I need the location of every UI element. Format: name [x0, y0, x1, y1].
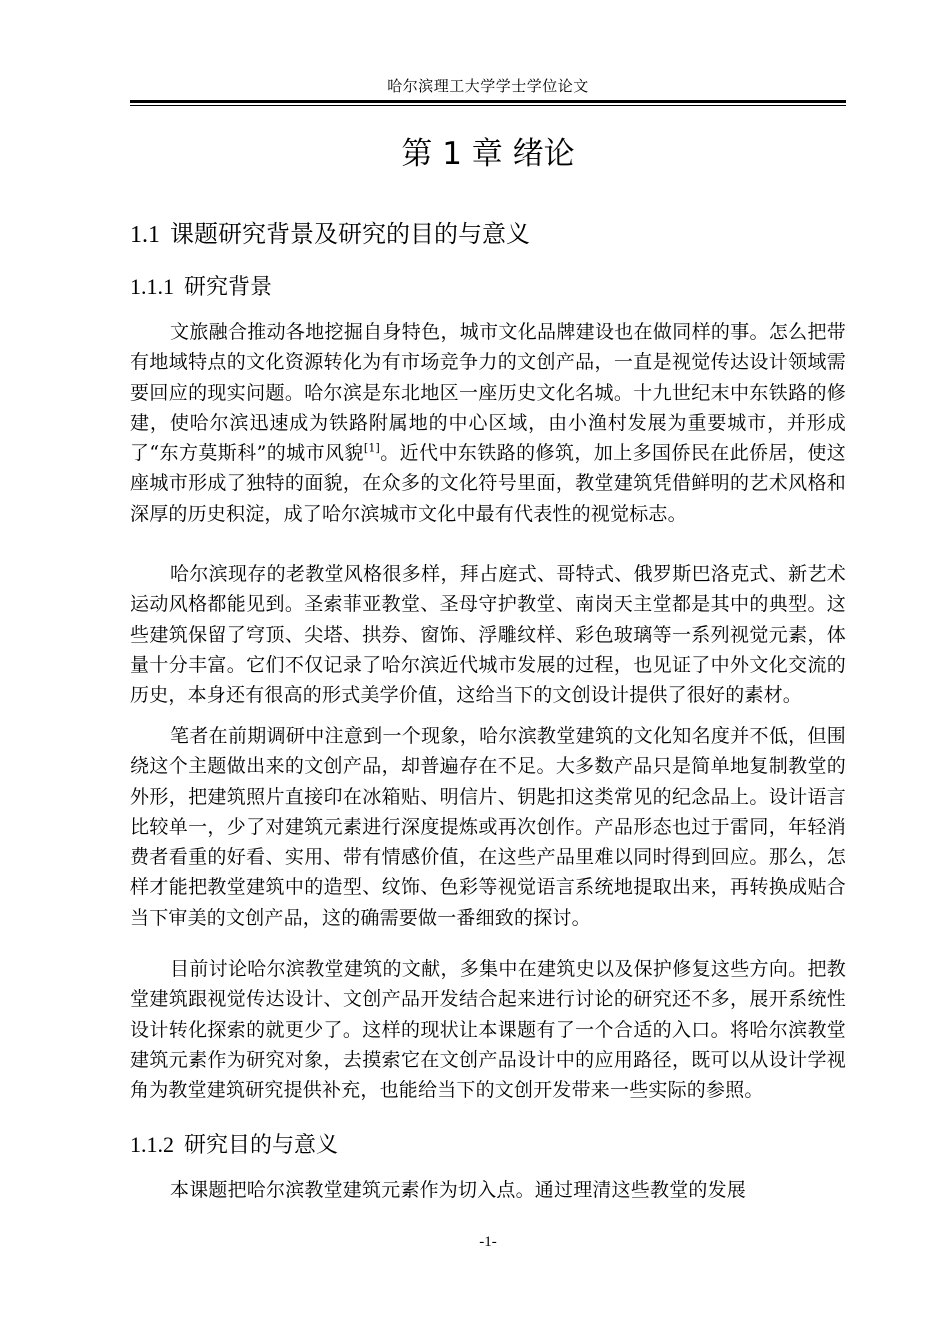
subsection-heading-1-1-2 [130, 1128, 338, 1163]
subsection-number: 1.1.1 [130, 274, 174, 299]
body-paragraph-5: 本课题把哈尔滨教堂建筑元素作为切入点。通过理清这些教堂的发展 [170, 1179, 747, 1201]
subsection-title: 研究目的与意义 [184, 1133, 339, 1158]
section-heading-1-1 [130, 216, 530, 253]
page-number: -1- [479, 1234, 497, 1250]
subsection-number: 1.1.2 [130, 1132, 174, 1157]
section-title: 课题研究背景及研究的目的与意义 [170, 220, 530, 248]
body-paragraph-2: 哈尔滨现存的老教堂风格很多样，拜占庭式、哥特式、俄罗斯巴洛克式、新艺术运动风格都能见到。圣索菲亚教堂、圣母守护教堂、南岗天主堂都是其中的典型。这些建筑保留了穹顶、尖塔、拱券、窗饰、浮雕纹样、彩色玻璃等一系列视觉元素，体量十分丰富。它们不仅记录了哈尔滨近代城市发展的过程，也见证了中外文化交流的历史，本身还有很高的形式美学价值，这给当下的文创设计提供了很好的素材。 [130, 563, 846, 707]
body-paragraph-1 [130, 317, 846, 529]
citation-ref[interactable]: [1] [363, 441, 381, 455]
body-paragraph-4: 目前讨论哈尔滨教堂建筑的文献，多集中在建筑史以及保护修复这些方向。把教堂建筑跟视觉传达设计、文创产品开发结合起来进行讨论的研究还不多，展开系统性设计转化探索的就更少了。这样的现状让本课题有了一个合适的入口。将哈尔滨教堂建筑元素作为研究对象，去摸索它在文创产品设计中的应用路径，既可以从设计学视角为教堂建筑研究提供补充，也能给当下的文创开发带来一些实际的参照。 [130, 958, 846, 1102]
chapter-title: 第 1 章 绪论 [401, 136, 575, 172]
section-number: 1.1 [130, 222, 160, 248]
header-rule-thin [130, 105, 846, 106]
running-header: 哈尔滨理工大学学士学位论文 [387, 77, 589, 95]
body-paragraph-3: 笔者在前期调研中注意到一个现象，哈尔滨教堂建筑的文化知名度并不低，但围绕这个主题做出来的文创产品，却普遍存在不足。大多数产品只是简单地复制教堂的外形，把建筑照片直接印在冰箱贴、明信片、钥匙扣这类常见的纪念品上。设计语言比较单一，少了对建筑元素进行深度提炼或再次创作。产品形态也过于雷同，年轻消费者看重的好看、实用、带有情感价值，在这些产品里难以同时得到回应。那么，怎样才能把教堂建筑中的造型、纹饰、色彩等视觉语言系统地提取出来，再转换成贴合当下审美的文创产品，这的确需要做一番细致的探讨。 [130, 725, 846, 929]
paragraph-text: 文旅融合推动各地挖掘自身特色，城市文化品牌建设也在做同样的事。怎么把带有地域特点的文化资源转化为有市场竞争力的文创产品，一直是视觉传达设计领域需要回应的现实问题。哈尔滨是东北地区一座历史文化名城。十九世纪末中东铁路的修建，使哈尔滨迅速成为铁路附属地的中心区域，由小渔村发展为重要城市，并形成了“东方莫斯科”的城市风貌 [130, 321, 846, 465]
header-rule-thick [130, 100, 846, 103]
paragraph-text: 。近代中东铁路的修筑，加上多国侨民在此侨居，使这座城市形成了独特的面貌，在众多的文化符号里面，教堂建筑凭借鲜明的艺术风格和深厚的历史积淀，成了哈尔滨城市文化中最有代表性的视觉标志。 [130, 442, 846, 525]
subsection-title: 研究背景 [184, 275, 273, 300]
subsection-heading-1-1-1 [130, 270, 272, 305]
